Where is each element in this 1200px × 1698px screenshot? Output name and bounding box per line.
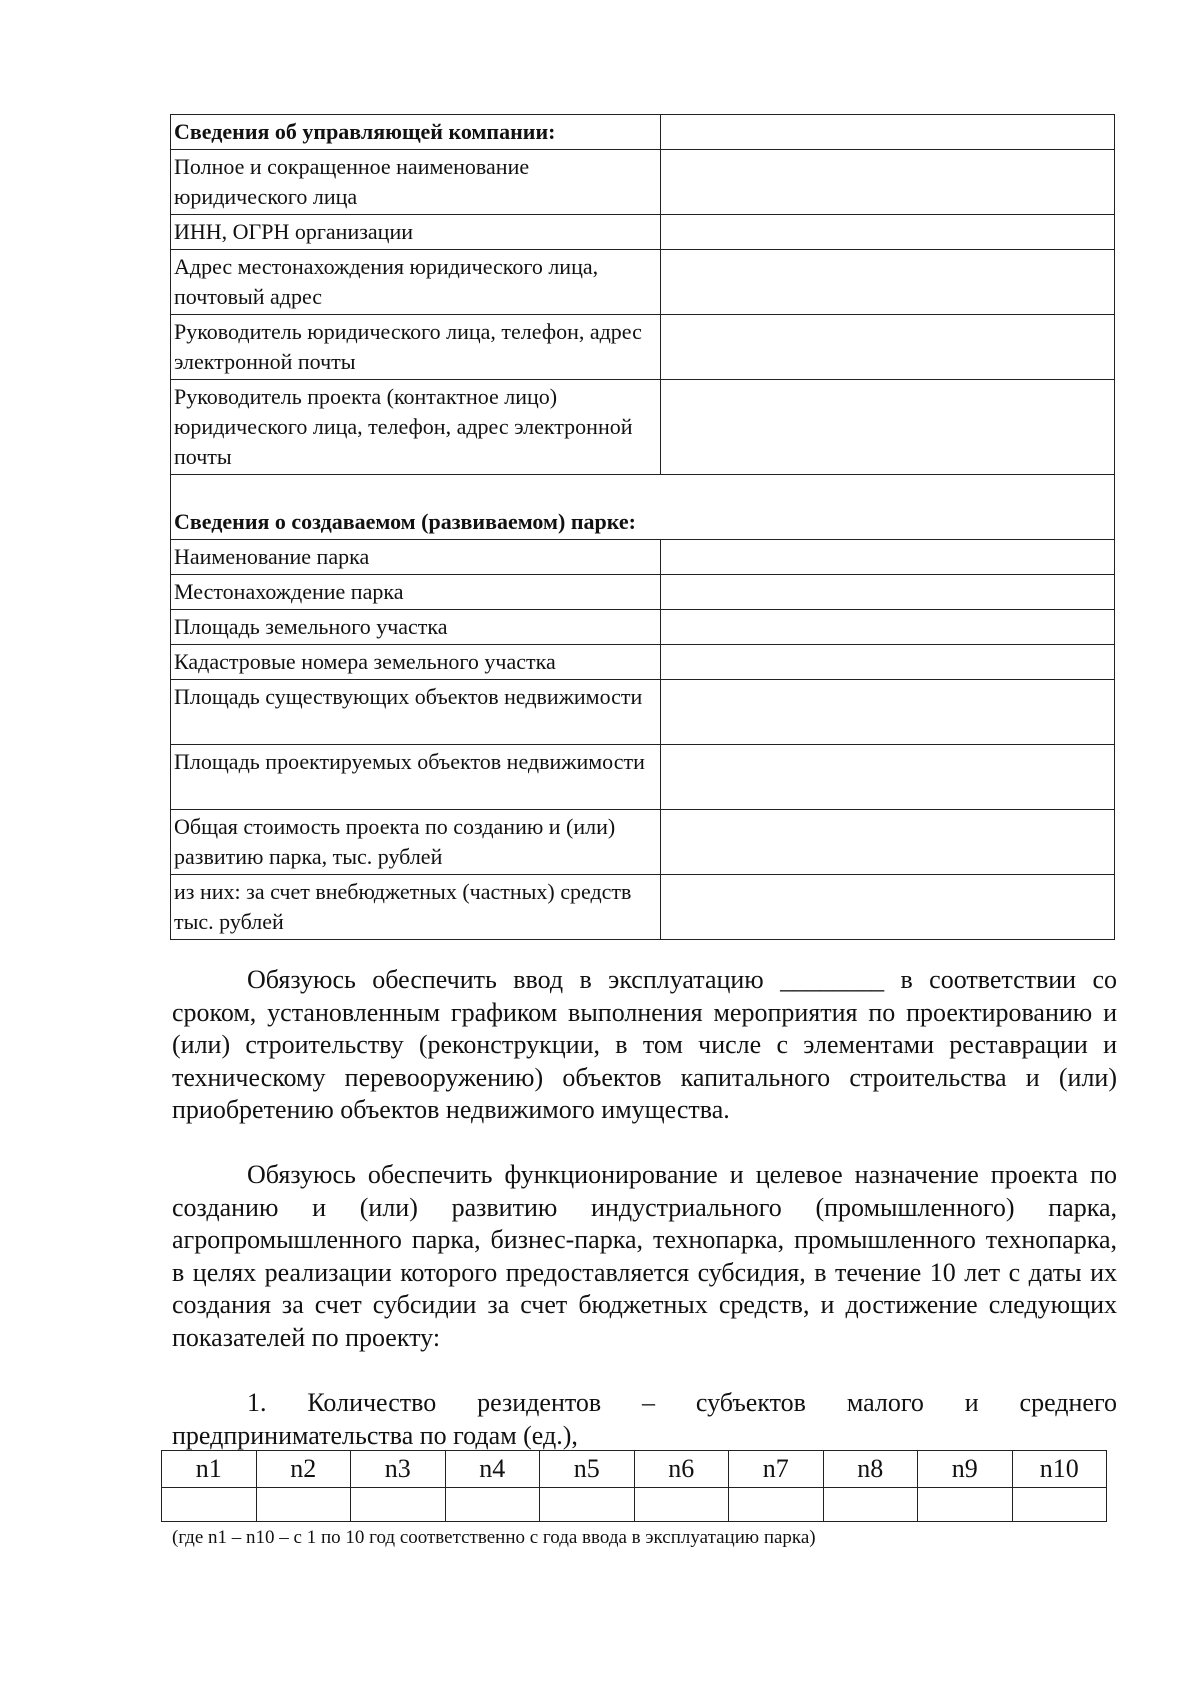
company-section-heading-row: [171, 115, 1115, 150]
field-inn-ogrn[interactable]: [661, 215, 1115, 250]
field-planned-area[interactable]: [661, 745, 1115, 810]
year-value-cell[interactable]: [729, 1488, 824, 1522]
table-row: [171, 540, 1115, 575]
years-value-row: [162, 1488, 1107, 1522]
paragraph-text: Обязуюсь обеспечить функционирование и целевое назначение проекта по созданию и (или) развитию индустриального (промышленного) парка, агропромышленного парка, бизнес-парка, технопарка, промышленного технопарка, в целях реализации которого предоставляется субсидия, в течение 10 лет с даты их создания за счет субсидии за счет бюджетных средств, и достижение следующих показателей по проекту:: [172, 1160, 1117, 1352]
table-row: [171, 645, 1115, 680]
row-label-planned-area: Площадь проектируемых объектов недвижимости: [171, 745, 661, 810]
row-label-private-funds: из них: за счет внебюджетных (частных) средств тыс. рублей: [171, 875, 661, 940]
commitment-paragraph-operation: [172, 1159, 1117, 1354]
year-value-cell[interactable]: [823, 1488, 918, 1522]
table-row: [171, 150, 1115, 215]
table-row: [171, 250, 1115, 315]
field-project-manager[interactable]: [661, 380, 1115, 475]
row-label-inn-ogrn: ИНН, ОГРН организации: [171, 215, 661, 250]
year-value-cell[interactable]: [540, 1488, 635, 1522]
row-label-park-location: Местонахождение парка: [171, 575, 661, 610]
residents-by-year-table: [161, 1450, 1107, 1522]
field-full-name[interactable]: [661, 150, 1115, 215]
year-header: n9: [918, 1451, 1013, 1488]
year-header: n10: [1012, 1451, 1107, 1488]
table-row: [171, 875, 1115, 940]
row-label-project-manager: Руководитель проекта (контактное лицо) юридического лица, телефон, адрес электронной почты: [171, 380, 661, 475]
application-form-table: [170, 114, 1115, 940]
year-value-cell[interactable]: [918, 1488, 1013, 1522]
paragraph-text: Обязуюсь обеспечить ввод в эксплуатацию ________ в соответствии со сроком, установленным графиком выполнения мероприятия по проектированию и (или) строительству (реконструкции, в том числе с элементами реставрации и техническому перевооружению) объектов капитального строительства и (или) приобретению объектов недвижимого имущества.: [172, 965, 1117, 1124]
park-section-heading-row: [171, 475, 1115, 540]
company-section-heading-value[interactable]: [661, 115, 1115, 150]
indicator-paragraph-residents: [172, 1387, 1117, 1452]
table-row: [171, 315, 1115, 380]
year-header: n2: [256, 1451, 351, 1488]
year-value-cell[interactable]: [634, 1488, 729, 1522]
row-label-land-area: Площадь земельного участка: [171, 610, 661, 645]
field-address[interactable]: [661, 250, 1115, 315]
row-label-full-name: Полное и сокращенное наименование юридического лица: [171, 150, 661, 215]
field-cadastral-numbers[interactable]: [661, 645, 1115, 680]
park-section-heading: Сведения о создаваемом (развиваемом) парке:: [171, 475, 1115, 540]
field-head[interactable]: [661, 315, 1115, 380]
year-header: n5: [540, 1451, 635, 1488]
commitment-paragraph-commissioning: [172, 964, 1117, 1127]
table-row: [171, 575, 1115, 610]
year-value-cell[interactable]: [1012, 1488, 1107, 1522]
year-value-cell[interactable]: [351, 1488, 446, 1522]
year-header: n8: [823, 1451, 918, 1488]
year-header: n1: [162, 1451, 257, 1488]
field-total-cost[interactable]: [661, 810, 1115, 875]
year-header: n6: [634, 1451, 729, 1488]
year-header: n3: [351, 1451, 446, 1488]
row-label-existing-area: Площадь существующих объектов недвижимости: [171, 680, 661, 745]
table-row: [171, 680, 1115, 745]
year-value-cell[interactable]: [162, 1488, 257, 1522]
field-land-area[interactable]: [661, 610, 1115, 645]
table-row: [171, 745, 1115, 810]
table-row: [171, 215, 1115, 250]
company-section-heading: Сведения об управляющей компании:: [171, 115, 661, 150]
field-park-location[interactable]: [661, 575, 1115, 610]
table-row: [171, 610, 1115, 645]
table-row: [171, 810, 1115, 875]
row-label-head: Руководитель юридического лица, телефон, адрес электронной почты: [171, 315, 661, 380]
paragraph-text: 1. Количество резидентов – субъектов малого и среднего предпринимательства по годам (ед.),: [172, 1388, 1117, 1450]
year-value-cell[interactable]: [445, 1488, 540, 1522]
years-header-row: [162, 1451, 1107, 1488]
year-header: n7: [729, 1451, 824, 1488]
year-value-cell[interactable]: [256, 1488, 351, 1522]
field-existing-area[interactable]: [661, 680, 1115, 745]
row-label-address: Адрес местонахождения юридического лица, почтовый адрес: [171, 250, 661, 315]
row-label-cadastral-numbers: Кадастровые номера земельного участка: [171, 645, 661, 680]
table-row: [171, 380, 1115, 475]
row-label-total-cost: Общая стоимость проекта по созданию и (или) развитию парка, тыс. рублей: [171, 810, 661, 875]
field-park-name[interactable]: [661, 540, 1115, 575]
years-footnote: (где n1 – n10 – с 1 по 10 год соответственно с года ввода в эксплуатацию парка): [172, 1527, 816, 1548]
field-private-funds[interactable]: [661, 875, 1115, 940]
year-header: n4: [445, 1451, 540, 1488]
row-label-park-name: Наименование парка: [171, 540, 661, 575]
